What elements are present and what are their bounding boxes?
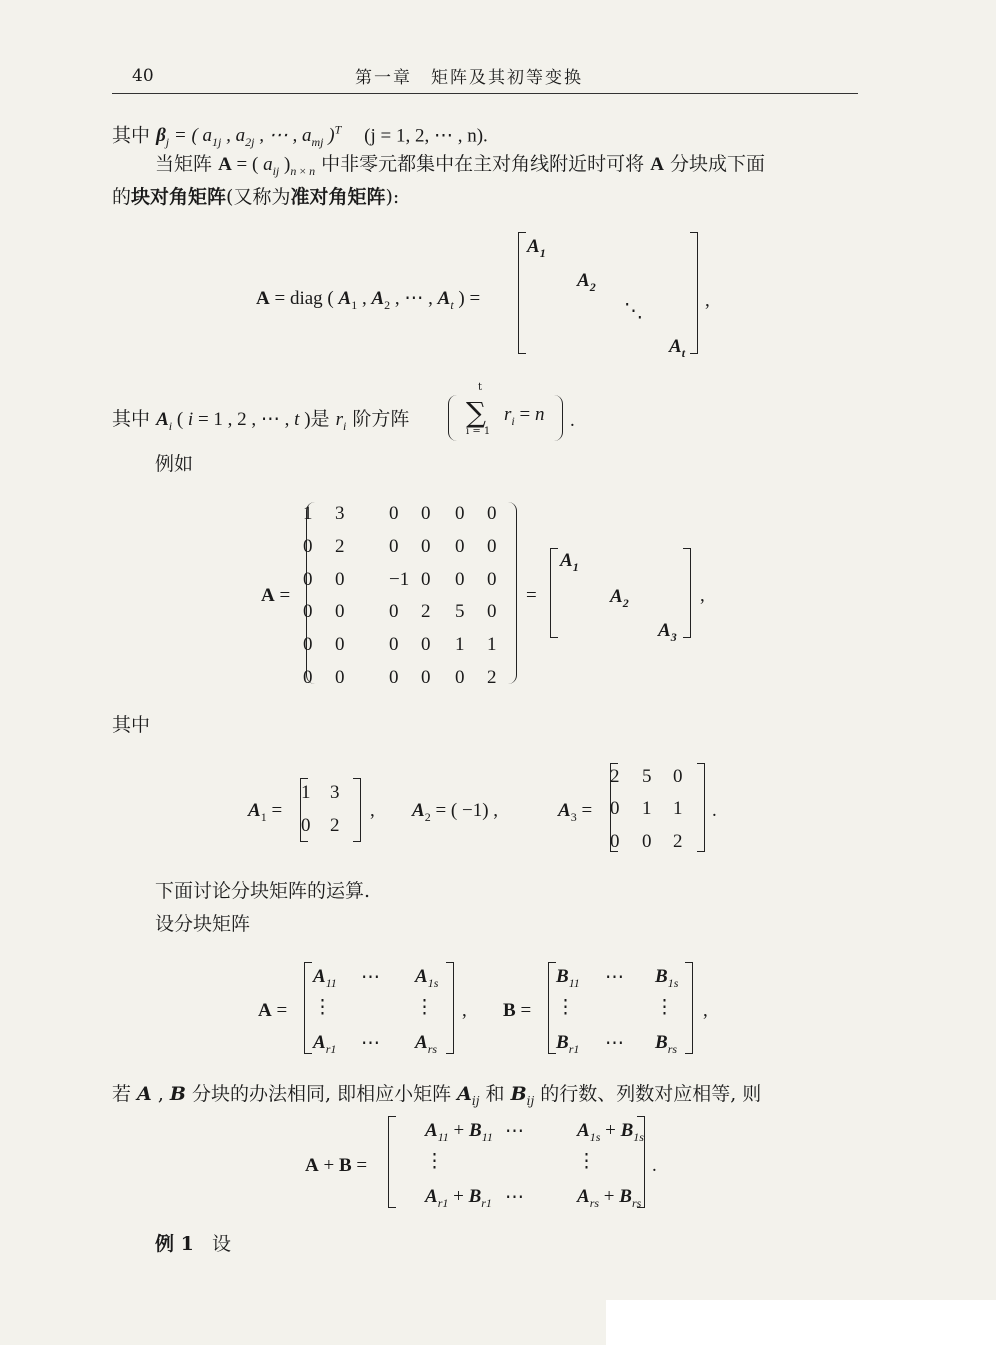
blockB-cell: $B_{1s}$ xyxy=(655,966,679,990)
eg-matrix-cell: −1 xyxy=(389,569,410,590)
text-discuss: 下面讨论分块矩阵的运算. xyxy=(155,880,371,902)
A1-comma: , xyxy=(370,800,375,821)
eg-eq: = xyxy=(526,585,537,606)
blockSum-cell: ⋮ xyxy=(425,1151,444,1172)
A1-matrix-cell: 2 xyxy=(330,815,340,836)
A3-lhs: $A_3$ = xyxy=(558,800,593,824)
diag-comma: , xyxy=(705,290,710,311)
eg-matrix-cell: 0 xyxy=(455,536,465,557)
text-qizhong: 其中 xyxy=(112,124,151,147)
eg-left-paren xyxy=(306,502,315,684)
blockB-cell: $B_{rs}$ xyxy=(655,1032,678,1056)
A3-matrix-cell: 2 xyxy=(610,766,620,787)
blockB-right-bracket xyxy=(685,962,693,1054)
eg-block-right-bracket xyxy=(683,548,691,638)
term-block-diagonal: 块对角矩阵 xyxy=(131,186,227,208)
blockB-cell: ⋯ xyxy=(605,1033,624,1054)
text-qizhong-2: 其中 xyxy=(112,714,151,736)
eg-matrix-cell: 3 xyxy=(335,503,345,524)
blockB-cell: $B_{r1}$ xyxy=(556,1032,580,1056)
para2-A: A xyxy=(650,154,664,175)
page-number: 40 xyxy=(132,66,154,86)
example1-set: 设 xyxy=(211,1233,231,1255)
blockA-left-bracket xyxy=(304,962,312,1054)
example1-label xyxy=(155,1235,231,1254)
eg-matrix-cell: 0 xyxy=(455,667,465,688)
blockSum-cell: $A_{r1} + B_{r1}$ xyxy=(425,1186,492,1210)
sum-expression: $r_i = n$ xyxy=(504,404,545,428)
eg-block-2: $A_2$ xyxy=(610,586,629,610)
blockB-cell: ⋮ xyxy=(655,997,674,1018)
A1-lhs: $A_1$ = xyxy=(248,800,283,824)
eg-block-left-bracket xyxy=(550,548,558,638)
blockA-cell: ⋮ xyxy=(313,997,332,1018)
eg-matrix-cell: 0 xyxy=(421,536,431,557)
text-para-2 xyxy=(155,155,765,177)
sum-period: . xyxy=(570,410,575,431)
eg-matrix-cell: 0 xyxy=(303,601,313,622)
eg-matrix-cell: 0 xyxy=(303,634,313,655)
blockB-cell: ⋮ xyxy=(556,997,575,1018)
where-shi: 是 xyxy=(310,408,330,430)
where-square-matrix: 阶方阵 xyxy=(352,408,410,430)
A3-matrix-cell: 5 xyxy=(642,766,652,787)
eg-matrix-cell: 0 xyxy=(421,569,431,590)
para3-text-a: 的 xyxy=(112,186,132,208)
eg-matrix-cell: 0 xyxy=(487,601,497,622)
eg-matrix-cell: 2 xyxy=(487,667,497,688)
eg-matrix-cell: 1 xyxy=(487,634,497,655)
para3-text-c: ): xyxy=(385,186,400,208)
eg-matrix-cell: 0 xyxy=(487,569,497,590)
text-line-1 xyxy=(112,124,488,148)
blockA-cell: $A_{11}$ xyxy=(313,966,337,990)
where-Ai-range: $A_i$ ( i = 1 , 2 , ⋯ , t ) xyxy=(156,409,311,433)
diag-dots: ⋱ xyxy=(624,301,643,322)
eg-matrix-cell: 0 xyxy=(335,569,345,590)
A3-period: . xyxy=(712,800,717,821)
eg-matrix-cell: 0 xyxy=(389,634,399,655)
blockA-cell: ⋯ xyxy=(361,967,380,988)
example-label: 例如 xyxy=(155,453,194,475)
blockB-left-bracket xyxy=(548,962,556,1054)
eg-right-paren xyxy=(508,502,517,684)
blockSum-cell: ⋮ xyxy=(577,1151,596,1172)
blockA-cell: ⋯ xyxy=(361,1033,380,1054)
eg-lhs: A = xyxy=(261,585,291,606)
A3-matrix-cell: 0 xyxy=(673,766,683,787)
blockA-right-bracket xyxy=(446,962,454,1054)
sum-lhs: A + B = xyxy=(305,1155,368,1176)
blockA-cell: $A_{r1}$ xyxy=(313,1032,337,1056)
eg-matrix-cell: 0 xyxy=(335,667,345,688)
A3-right-bracket xyxy=(697,763,705,852)
eg-matrix-cell: 0 xyxy=(389,601,399,622)
blockSum-cell: ⋯ xyxy=(505,1187,524,1208)
text-where-ai xyxy=(112,410,409,432)
sum-lower: i = 1 xyxy=(466,426,491,437)
scan-white-corner xyxy=(606,1300,996,1345)
j-range: (j = 1, 2, ⋯ , n). xyxy=(364,125,488,147)
eg-matrix-cell: 0 xyxy=(335,634,345,655)
blockA-lhs: A = xyxy=(258,1000,288,1021)
eg-block-1: $A_1$ xyxy=(560,550,579,574)
blockB-comma: , xyxy=(703,1000,708,1021)
text-para-3 xyxy=(112,188,399,207)
where-qizhong: 其中 xyxy=(112,408,151,430)
para3-text-b: (又称为 xyxy=(226,186,291,208)
eg-matrix-cell: 0 xyxy=(303,536,313,557)
A3-matrix-cell: 0 xyxy=(642,831,652,852)
eg-matrix-cell: 0 xyxy=(389,536,399,557)
diag-block-t: $A_t$ xyxy=(669,336,686,360)
blockSum-cell: $A_{11} + B_{11}$ xyxy=(425,1120,493,1144)
blockSum-left-bracket xyxy=(388,1116,396,1208)
A3-matrix-cell: 1 xyxy=(673,798,683,819)
para2-text-b: 中非零元都集中在主对角线附近时可将 xyxy=(321,153,645,175)
A1-right-bracket xyxy=(353,778,361,842)
eg-matrix-cell: 0 xyxy=(455,569,465,590)
sum-upper: t xyxy=(478,382,483,393)
blockB-cell: ⋯ xyxy=(605,967,624,988)
para2-text-d: 分块成下面 xyxy=(670,153,766,175)
term-quasi-diagonal: 准对角矩阵 xyxy=(290,186,386,208)
A3-matrix-cell: 0 xyxy=(610,831,620,852)
blockSum-cell: ⋯ xyxy=(505,1121,524,1142)
sum-left-paren xyxy=(448,395,457,441)
blockA-cell: $A_{1s}$ xyxy=(415,966,439,990)
eg-matrix-cell: 5 xyxy=(455,601,465,622)
text-condition: 若 A , B 分块的办法相同, 即相应小矩阵 $A_{ij}$ 和 $B_{ij}$ 的行数、列数对应相等, 则 xyxy=(112,1083,762,1108)
header-rule xyxy=(112,93,858,94)
sum-right-paren xyxy=(554,395,563,441)
eg-block-3: $A_3$ xyxy=(658,620,677,644)
A1-matrix-cell: 1 xyxy=(301,782,311,803)
diag-left-bracket xyxy=(518,232,526,354)
eg-matrix-cell: 0 xyxy=(335,601,345,622)
blockSum-cell: $A_{1s} + B_{1s}$ xyxy=(577,1120,644,1144)
eg-comma: , xyxy=(700,585,705,606)
blockB-cell: $B_{11}$ xyxy=(556,966,580,990)
text-set-block: 设分块矩阵 xyxy=(155,913,251,935)
sum-period-2: . xyxy=(652,1155,657,1176)
eg-matrix-cell: 1 xyxy=(455,634,465,655)
eg-matrix-cell: 0 xyxy=(455,503,465,524)
where-ri: $r_i$ xyxy=(335,409,347,433)
eg-matrix-cell: 0 xyxy=(421,634,431,655)
A3-matrix-cell: 1 xyxy=(642,798,652,819)
eg-matrix-cell: 0 xyxy=(389,667,399,688)
diag-block-2: $A_2$ xyxy=(577,270,596,294)
A1-matrix-cell: 0 xyxy=(301,815,311,836)
eg-matrix-cell: 0 xyxy=(487,503,497,524)
eg-matrix-cell: 0 xyxy=(421,667,431,688)
eg-matrix-cell: 0 xyxy=(303,569,313,590)
eg-matrix-cell: 2 xyxy=(421,601,431,622)
A1-matrix-cell: 3 xyxy=(330,782,340,803)
blockA-cell: $A_{rs}$ xyxy=(415,1032,438,1056)
beta-definition: $\beta_j$ = ( $a_{1j}$ , $a_{2j}$ , ⋯ , $a_{mj}$ )$^T$ xyxy=(156,123,342,150)
sigma-symbol: ∑ xyxy=(466,396,486,429)
diag-right-bracket xyxy=(690,232,698,354)
eg-matrix-cell: 0 xyxy=(389,503,399,524)
A2-expression: $A_2$ = ( −1) , xyxy=(412,800,499,824)
para2-text-a: 当矩阵 xyxy=(155,153,213,175)
eg-matrix-cell: 1 xyxy=(303,503,313,524)
A3-matrix-cell: 0 xyxy=(610,798,620,819)
example1-number: 例 1 xyxy=(155,1233,194,1255)
blockA-comma: , xyxy=(462,1000,467,1021)
diag-lhs: A = diag ( $A_1$ , $A_2$ , ⋯ , $A_t$ ) = xyxy=(256,288,481,312)
blockSum-cell: $A_{rs} + B_{rs}$ xyxy=(577,1186,642,1210)
blockB-lhs: B = xyxy=(503,1000,532,1021)
para2-matrix-def: A = ( $a_{ij}$ )$_{n \times n}$ xyxy=(218,154,316,178)
eg-matrix-cell: 0 xyxy=(421,503,431,524)
eg-matrix-cell: 0 xyxy=(487,536,497,557)
eg-matrix-cell: 0 xyxy=(303,667,313,688)
A3-matrix-cell: 2 xyxy=(673,831,683,852)
eg-matrix-cell: 2 xyxy=(335,536,345,557)
blockA-cell: ⋮ xyxy=(415,997,434,1018)
diag-block-1: $A_1$ xyxy=(527,236,546,260)
running-title: 第一章 矩阵及其初等变换 xyxy=(355,68,583,88)
